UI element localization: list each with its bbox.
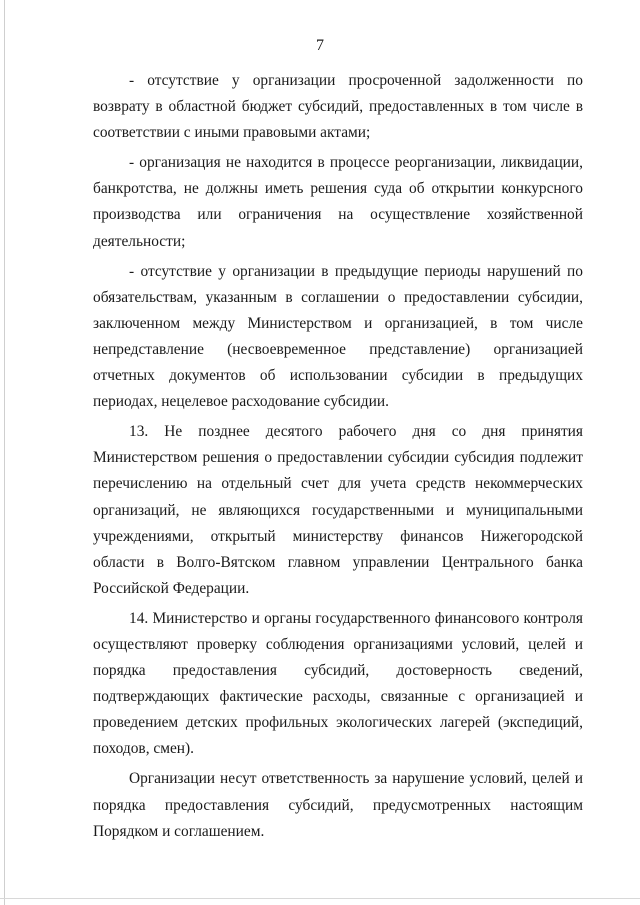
scan-left-edge [4,0,5,905]
document-body [93,68,583,849]
paragraph-item-13: 13. Не позднее десятого рабочего дня со дня принятия Министерством решения о предоставлении субсидии субсидия подлежит перечислению на отдельный счет для учета средств некоммерческих организаций, не являющихся государственными и муниципальными учреждениями, открытый министерству финансов Нижегородской области в Волго-Вятском главном управлении Центрального банка Российской Федерации. [93,423,583,597]
paragraph-item-14: 14. Министерство и органы государственного финансового контроля осуществляют проверку соблюдения организациями условий, целей и порядка предоставления субсидий, достоверность сведений, подтверждающих фактические расходы, связанные с организацией и проведением детских профильных экологических лагерей (экспедиций, походов, смен). [93,609,583,758]
paragraph-responsibility: Организации несут ответственность за нарушение условий, целей и порядка предоставления субсидий, предусмотренных настоящим Порядком и соглашением. [93,770,583,840]
page-number: 7 [316,37,324,54]
paragraph-no-violations: - отсутствие у организации в предыдущие периоды нарушений по обязательствам, указанным в соглашении о предоставлении субсидии, заключенном между Министерством и организацией, в том числе непредставление (несвоевременное представление) организацией отчетных документов об использовании субсидии в предыдущих периодах, нецелевое расходование субсидии. [93,262,583,411]
paragraph-no-reorganization: - организация не находится в процессе реорганизации, ликвидации, банкротства, не должны иметь решения суда об открытии конкурсного производства или ограничения на осуществление хозяйственной деятельности; [93,154,583,250]
paragraph-no-overdue-debt: - отсутствие у организации просроченной задолженности по возврату в областной бюджет субсидий, предоставленных в том числе в соответствии с иными правовыми актами; [93,72,583,142]
scan-bottom-edge [0,898,640,899]
